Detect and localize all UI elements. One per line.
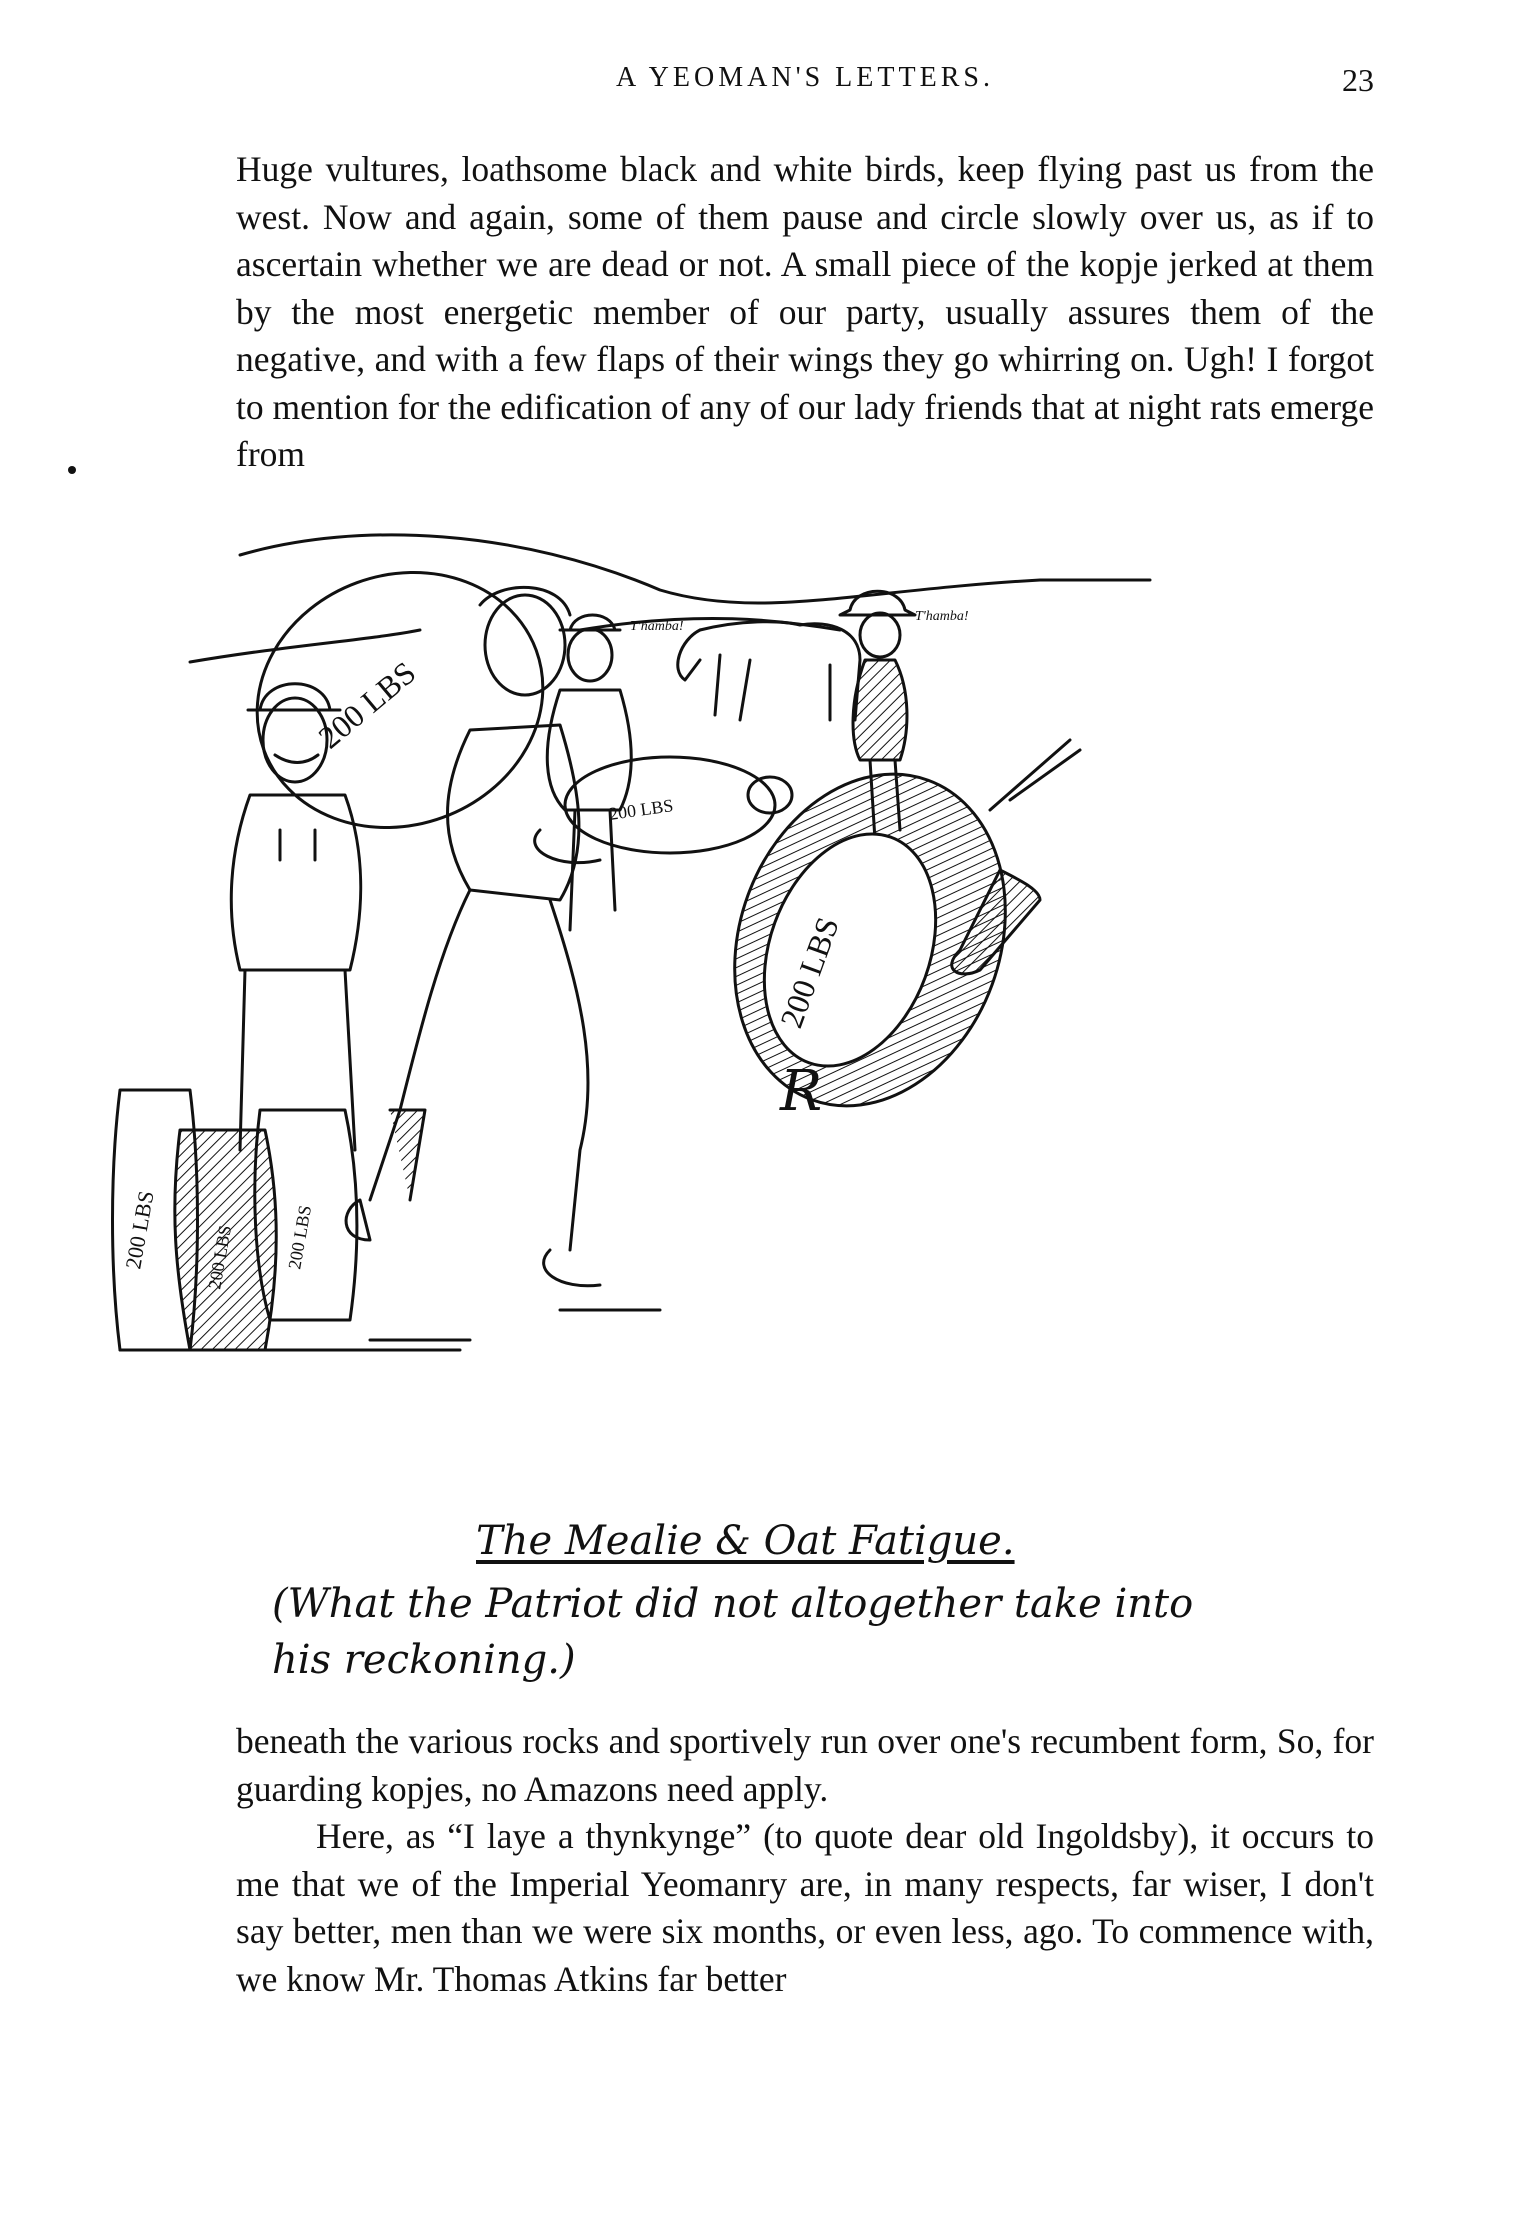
page-number: 23 (1342, 62, 1374, 98)
horse-figure (678, 622, 860, 720)
margin-mark (68, 466, 76, 474)
sack-label: 200 LBS (284, 1203, 316, 1271)
paragraph: Here, as “I laye a thynkynge” (to quote dear old Ingoldsby), it occurs to me that we of the Imperial Yeomanry are, in many respects, far wiser, I don't say better, men than we were six months, or even less, ago. To commence with, we know Mr. Thomas Atkins far better (236, 1816, 1374, 1999)
body-text-top (236, 146, 1374, 479)
paragraph: beneath the various rocks and sportively run over one's recumbent form, So, for guarding kopjes, no Amazons need apply. (236, 1721, 1374, 1809)
paragraph: Huge vultures, loathsome black and white birds, keep flying past us from the west. Now and again, some of them pause and circle slowly over us, as if to ascertain whether we are dead or not. A small piece of the kopje jerked at them by the most energetic member of our party, usually assures them of the negative, and with a few flaps of their wings they go whirring on. Ugh! I forgot to mention for the edification of any of our lady friends that at night rats emerge from (236, 149, 1374, 474)
page-header (236, 62, 1374, 102)
sergeant-figure (231, 684, 360, 1150)
speech-text: T'hamba! (630, 619, 684, 634)
sack-label: 200 LBS (772, 912, 846, 1033)
sack-label: 200 LBS (607, 795, 675, 824)
sack-stack (113, 1090, 357, 1350)
sack-label: 200 LBS (204, 1223, 236, 1291)
horizon-line (190, 630, 420, 662)
carried-sack (221, 533, 579, 867)
body-text-bottom (236, 1718, 1374, 2003)
caption-subtitle: (What the Patriot did not altogether take into his reckoning.) (272, 1581, 1194, 1683)
running-title: A YEOMAN'S LETTERS. (616, 62, 994, 93)
artist-signature: R (780, 1059, 823, 1124)
speech-text: T'hamba! (915, 609, 969, 624)
sack-label: 200 LBS (120, 1188, 159, 1271)
sack-label: 200 LBS (311, 654, 423, 756)
cartoon-illustration (120, 550, 1430, 1510)
hill-line (240, 535, 1150, 603)
caption-title: The Mealie & Oat Fatigue. (476, 1518, 1015, 1564)
illustration-caption (248, 1518, 1248, 1688)
